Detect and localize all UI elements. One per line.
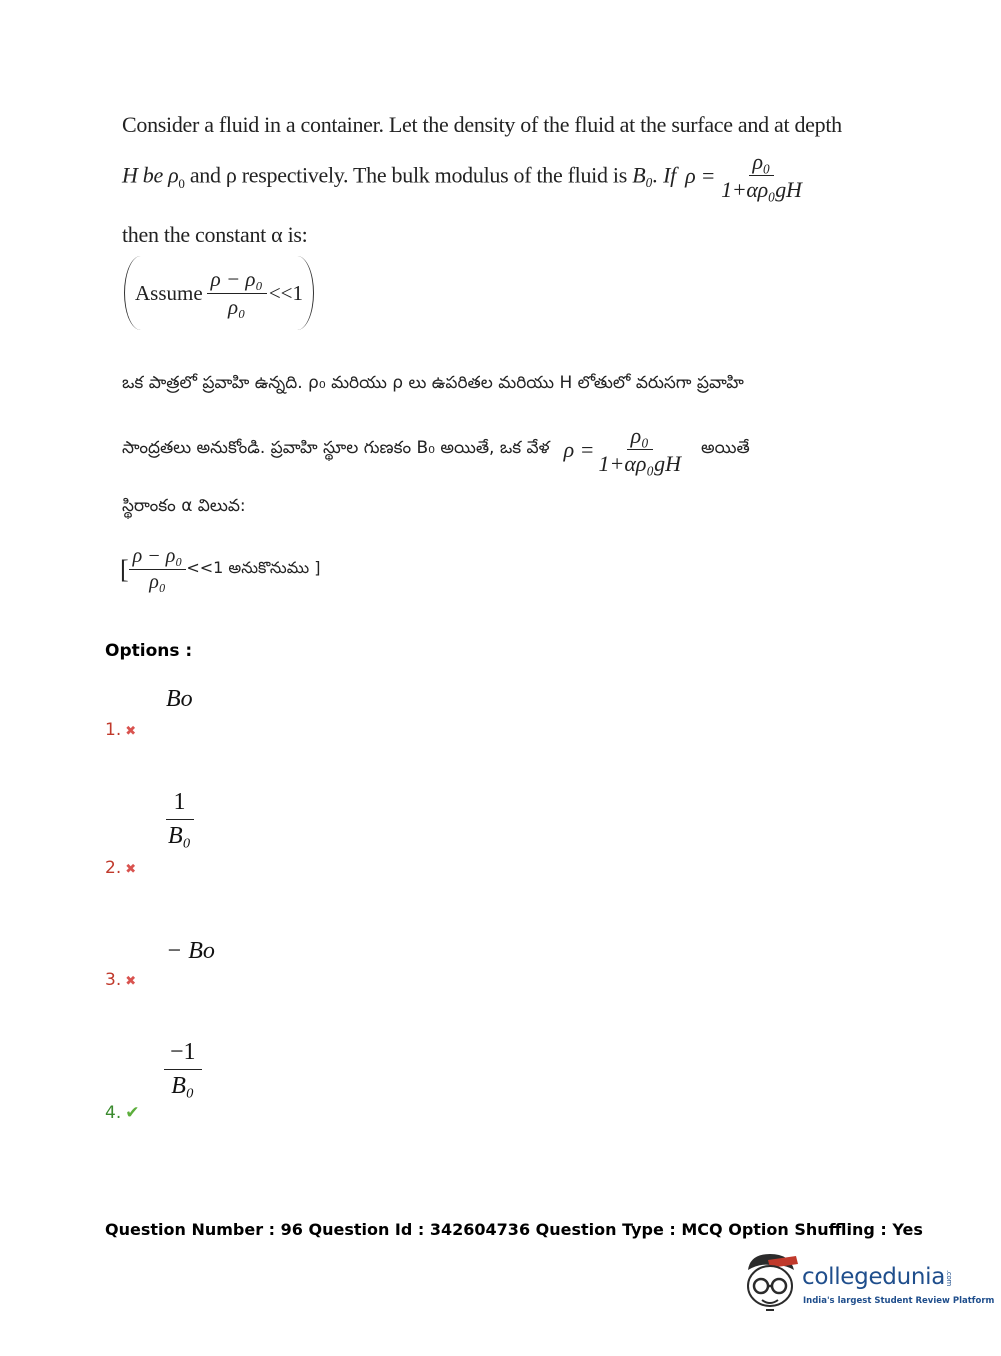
question-en-line3 bbox=[122, 222, 307, 248]
option-2-number[interactable] bbox=[105, 858, 136, 878]
assume-condition bbox=[124, 256, 314, 330]
option-4-denominator: B₀ bbox=[171, 1073, 195, 1100]
options-label: Options : bbox=[105, 641, 193, 661]
question-en-line1-text: Consider a fluid in a container. Let the density of the fluid at the surface and at depth bbox=[122, 112, 842, 137]
logo-name: collegedunia bbox=[802, 1264, 946, 1290]
option-2-denominator: B₀ bbox=[168, 823, 192, 850]
question-te-line3-text: స్థిరాంకం α విలువ: bbox=[122, 496, 246, 516]
formula-numerator: ρ₀ bbox=[749, 150, 775, 176]
question-te-line1-text: ఒక పాత్రలో ప్రవాహి ఉన్నది. ρ₀ మరియు ρ లు ఉపరితల మరియు H లోతులో వరుసగా ప్రవాహి bbox=[122, 373, 744, 393]
option-2-numerator: 1 bbox=[166, 790, 194, 820]
option-4-expression bbox=[164, 1040, 202, 1099]
te-assume-fraction bbox=[129, 546, 187, 593]
question-te-line2-text: సాంద్రతలు అనుకోండి. ప్రవాహి స్థూల గుణకం B₀ అయితే, ఒక వేళ bbox=[122, 437, 550, 458]
option-4-number[interactable] bbox=[105, 1103, 139, 1123]
formula-lhs: ρ = bbox=[685, 162, 716, 188]
question-te-line2 bbox=[122, 423, 750, 477]
cross-icon: ✖ bbox=[125, 724, 137, 739]
option-3-number[interactable] bbox=[105, 970, 136, 990]
option-1-expression bbox=[166, 686, 193, 713]
q-rho0: ρ bbox=[168, 162, 179, 188]
question-te-line2-end: అయితే bbox=[701, 437, 750, 458]
collegedunia-logo[interactable] bbox=[740, 1250, 995, 1320]
option-3-expr: − Bo bbox=[166, 938, 215, 964]
assume-numerator: ρ − ρ₀ bbox=[207, 268, 267, 293]
option-4-fraction bbox=[164, 1040, 202, 1099]
te-assume-open-bracket: [ bbox=[120, 554, 129, 584]
option-1-label: 1. bbox=[105, 720, 122, 740]
check-icon: ✔ bbox=[125, 1103, 140, 1123]
assume-relation: <<1 bbox=[268, 280, 303, 305]
assume-fraction bbox=[207, 268, 267, 317]
question-meta: Question Number : 96 Question Id : 342604736 Question Type : MCQ Option Shuffling : Yes bbox=[105, 1220, 923, 1239]
te-formula-fraction bbox=[595, 424, 686, 475]
option-3-expression bbox=[166, 938, 215, 965]
te-assume-numerator: ρ − ρ₀ bbox=[129, 546, 187, 570]
question-en-line1 bbox=[122, 112, 842, 138]
te-formula-numerator: ρ₀ bbox=[627, 424, 653, 450]
question-en-line2: H be $\rho_0$ and ρ respectively. The bulk modulus of the fluid is B₀. If ρ = $\frac{\text{ρ₀}}{\text{1+αρ₀gH}}$ bbox=[122, 150, 722, 201]
te-assume-relation: <<1 అనుకొనుము ] bbox=[186, 558, 321, 577]
question-en-line3-text: then the constant α is: bbox=[122, 222, 308, 247]
q-and: and bbox=[189, 162, 221, 188]
formula-fraction bbox=[717, 150, 805, 201]
q-h: H be bbox=[122, 162, 163, 188]
option-2-fraction bbox=[164, 790, 195, 849]
option-1-number[interactable] bbox=[105, 720, 136, 740]
logo-suffix: .com bbox=[945, 1269, 954, 1286]
question-te-line3 bbox=[122, 496, 246, 520]
option-4-label: 4. bbox=[105, 1103, 122, 1123]
option-1-expr: Bo bbox=[166, 686, 193, 712]
te-formula-denominator: 1+αρ₀gH bbox=[598, 451, 682, 477]
te-formula-lhs: ρ = bbox=[563, 436, 595, 462]
logo-tagline: India's largest Student Review Platform bbox=[803, 1296, 995, 1306]
assume-label: Assume bbox=[135, 280, 203, 305]
option-4-numerator: −1 bbox=[164, 1040, 202, 1070]
cross-icon: ✖ bbox=[125, 974, 137, 989]
q-b0: B₀. If bbox=[632, 162, 676, 188]
te-assume-denominator: ρ₀ bbox=[149, 571, 166, 593]
formula-denominator: 1+αρ₀gH bbox=[721, 177, 802, 203]
option-2-label: 2. bbox=[105, 858, 122, 878]
te-assume-condition bbox=[120, 546, 321, 593]
assume-denominator: ρ₀ bbox=[228, 294, 246, 319]
mascot-icon bbox=[740, 1250, 804, 1316]
option-3-label: 3. bbox=[105, 970, 122, 990]
cross-icon: ✖ bbox=[125, 862, 137, 877]
question-te-line1 bbox=[122, 373, 744, 397]
option-2-expression bbox=[164, 790, 195, 849]
q-respectively: ρ respectively. The bulk modulus of the fluid is bbox=[225, 162, 627, 188]
logo-wordmark bbox=[802, 1264, 953, 1290]
